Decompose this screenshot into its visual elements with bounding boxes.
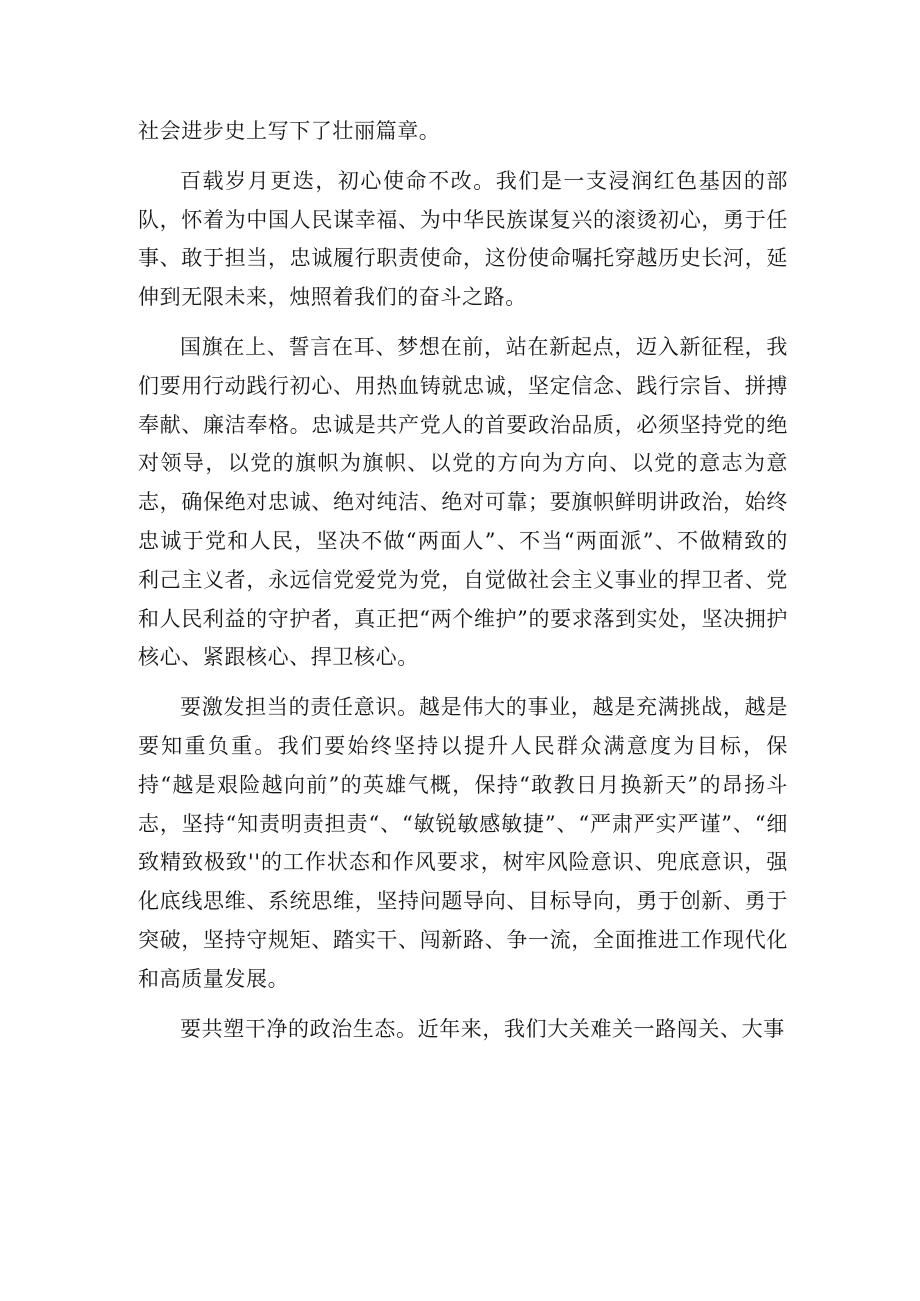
- paragraph-continuation: 社会进步史上写下了壮丽篇章。: [138, 119, 441, 143]
- paragraph-responsibility: 要激发担当的责任意识。越是伟大的事业，越是充满挑战，越是要知重负重。我们要始终坚持以提升人民群众满意度为目标，保持“越是艰险越向前”的英雄气概，保持“敢教日月换新天”的昂扬斗志，坚持“知责明责担责“、“敏锐敏感敏捷”、“严肃严实严谨”、“细致精致极致''的工作状态和作风要求，树牢风险意识、兜底意识，强化底线思维、系统思维，坚持问题导向、目标导向，勇于创新、勇于突破，坚持守规矩、踏实干、闯新路、争一流，全面推进工作现代化和高质量发展。: [138, 695, 788, 991]
- paragraph-loyalty: 国旗在上、誓言在耳、梦想在前，站在新起点，迈入新征程，我们要用行动践行初心、用热血铸就忠诚，坚定信念、践行宗旨、拼搏奉献、廉洁奉格。忠诚是共产党人的首要政治品质，必须坚持党的绝对领导，以党的旗帜为旗帜、以党的方向为方向、以党的意志为意志，确保绝对忠诚、绝对纯洁、绝对可靠；要旗帜鲜明讲政治，始终忠诚于党和人民，坚决不做“两面人”、不当“两面派”、不做精致的利己主义者，永远信党爱党为党，自觉做社会主义事业的捍卫者、党和人民利益的守护者，真正把“两个维护”的要求落到实处，坚决拥护核心、紧跟核心、捍卫核心。: [138, 334, 788, 670]
- document-body: [138, 112, 788, 1048]
- paragraph-political-ecology: 要共塑干净的政治生态。近年来，我们大关难关一路闯关、大事: [180, 1016, 785, 1041]
- paragraph-mission: 百载岁月更迭，初心使命不改。我们是一支浸润红色基因的部队，怀着为中国人民谋幸福、为中华民族谋复兴的滚烫初心，勇于任事、敢于担当，忠诚履行职责使命，这份使命嘱托穿越历史长河，延伸到无限未来，烛照着我们的奋斗之路。: [138, 168, 788, 310]
